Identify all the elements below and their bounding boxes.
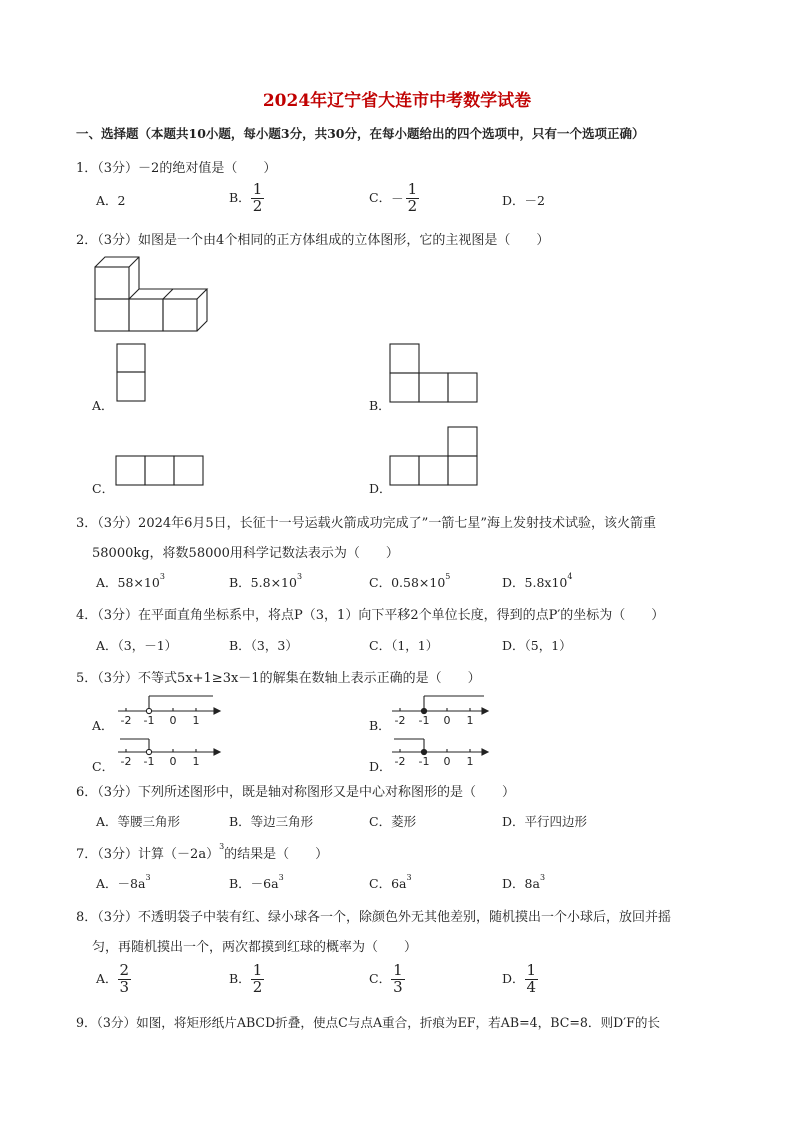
q8-option-a: A． $\frac{2}{3}$ <box>96 961 130 996</box>
q8-option-c: C． $\frac{1}{3}$ <box>369 961 403 996</box>
q2-solid-figure <box>94 255 214 333</box>
section-heading: 一、选择题（本题共10小题，每小题3分，共30分，在每小题给出的四个选项中，只有一个选项正确） <box>76 126 645 141</box>
question-1-stem: 1．（3分）－2的绝对值是（ ） <box>76 161 277 176</box>
q7-option-a: A．$-8a^3$ <box>96 873 151 891</box>
q7-option-b: B．$-6a^3$ <box>229 873 284 891</box>
q6-option-d: D．平行四边形 <box>502 814 588 829</box>
svg-text:1: 1 <box>192 755 200 768</box>
svg-text:-1: -1 <box>143 714 155 727</box>
question-5-stem: 5．（3分）不等式5x+1≥3x－1的解集在数轴上表示正确的是（ ） <box>76 671 481 686</box>
q5-option-b: B． <box>369 718 391 733</box>
q1-option-a: A．2 <box>96 193 126 208</box>
q5-option-c-numberline <box>116 733 220 767</box>
svg-text:-2: -2 <box>120 714 132 727</box>
q2-option-b-figure <box>389 343 479 403</box>
question-3-stem-line1: 3．（3分）2024年6月5日，长征十一号运载火箭成功完成了”一箭七星”海上发射技术试验，该火箭重 <box>76 516 656 531</box>
fraction: $\frac{1}{2}$ <box>407 180 418 215</box>
q2-option-a-figure <box>116 343 146 403</box>
q1-option-c: C．－ $\frac{1}{2}$ <box>369 180 418 215</box>
q5-option-d: D． <box>369 759 392 774</box>
svg-text:-1: -1 <box>418 714 430 727</box>
q3-option-c: C．$0.58\times 10^5$ <box>369 572 451 590</box>
q5-option-a-numberline <box>116 692 220 726</box>
svg-text:-2: -2 <box>394 755 406 768</box>
q4-option-b: B．（3，3） <box>229 638 298 653</box>
q3-option-b: B．$5.8\times 10^3$ <box>229 572 303 590</box>
q5-option-a: A． <box>92 718 114 733</box>
fraction: $\frac{1}{2}$ <box>252 961 263 996</box>
q2-option-d: D． <box>369 481 392 496</box>
fraction: $\frac{2}{3}$ <box>119 961 130 996</box>
q2-option-c-figure <box>115 455 205 487</box>
question-2-stem: 2．（3分）如图是一个由4个相同的正方体组成的立体图形，它的主视图是（ ） <box>76 233 550 248</box>
q4-option-d: D．（5，1） <box>502 638 572 653</box>
q1-option-b: B． $\frac{1}{2}$ <box>229 180 263 215</box>
q8-option-b: B． $\frac{1}{2}$ <box>229 961 263 996</box>
svg-text:1: 1 <box>466 755 474 768</box>
q2-option-b: B． <box>369 398 391 413</box>
q2-option-c: C． <box>92 481 115 496</box>
svg-text:-1: -1 <box>143 755 155 768</box>
page-title: 2024年辽宁省大连市中考数学试卷 <box>262 91 532 111</box>
svg-text:-2: -2 <box>394 714 406 727</box>
q4-option-c: C．（1，1） <box>369 638 439 653</box>
svg-text:0: 0 <box>169 755 177 768</box>
q2-option-a: A． <box>92 398 114 413</box>
fraction: $\frac{1}{2}$ <box>252 180 263 215</box>
q3-option-d: D．$5.8x10^4$ <box>502 572 573 590</box>
q6-option-a: A．等腰三角形 <box>96 814 181 829</box>
fraction: $\frac{1}{4}$ <box>526 961 537 996</box>
q2-option-d-figure <box>389 426 479 486</box>
question-8-stem-line1: 8．（3分）不透明袋子中装有红、绿小球各一个，除颜色外无其他差别，随机摸出一个小球后，放回并摇 <box>76 910 672 925</box>
q5-option-b-numberline <box>390 692 494 726</box>
question-3-stem-line2: 58000kg，将数58000用科学记数法表示为（ ） <box>92 546 399 561</box>
q7-option-c: C．$6a^3$ <box>369 873 412 891</box>
q1-option-d: D．－2 <box>502 193 545 208</box>
svg-text:-1: -1 <box>418 755 430 768</box>
svg-text:0: 0 <box>443 755 451 768</box>
svg-text:0: 0 <box>169 714 177 727</box>
q6-option-c: C．菱形 <box>369 814 417 829</box>
q5-option-d-numberline <box>390 733 494 767</box>
question-7-stem: 7．（3分）计算$(-2a)^3$的结果是（ ） <box>76 842 329 862</box>
q4-option-a: A．（3，－1） <box>96 638 178 653</box>
question-4-stem: 4．（3分）在平面直角坐标系中，将点P（3，1）向下平移2个单位长度，得到的点P′的坐标为（ ） <box>76 608 665 623</box>
question-9-stem: 9．（3分）如图，将矩形纸片ABCD折叠，使点C与点A重合，折痕为EF，若AB=4，BC=8．则D′F的长 <box>76 1015 661 1030</box>
svg-text:1: 1 <box>192 714 200 727</box>
fraction: $\frac{1}{3}$ <box>393 961 403 996</box>
question-8-stem-line2: 匀，再随机摸出一个，两次都摸到红球的概率为（ ） <box>92 940 418 955</box>
svg-text:0: 0 <box>443 714 451 727</box>
svg-text:-2: -2 <box>120 755 132 768</box>
q7-option-d: D．$8a^3$ <box>502 873 546 891</box>
q3-option-a: A．$58\times 10^3$ <box>96 572 165 590</box>
q8-option-d: D． $\frac{1}{4}$ <box>502 961 537 996</box>
question-6-stem: 6．（3分）下列所述图形中，既是轴对称图形又是中心对称图形的是（ ） <box>76 785 516 800</box>
svg-text:1: 1 <box>466 714 474 727</box>
q6-option-b: B．等边三角形 <box>229 814 314 829</box>
q5-option-c: C． <box>92 759 115 774</box>
